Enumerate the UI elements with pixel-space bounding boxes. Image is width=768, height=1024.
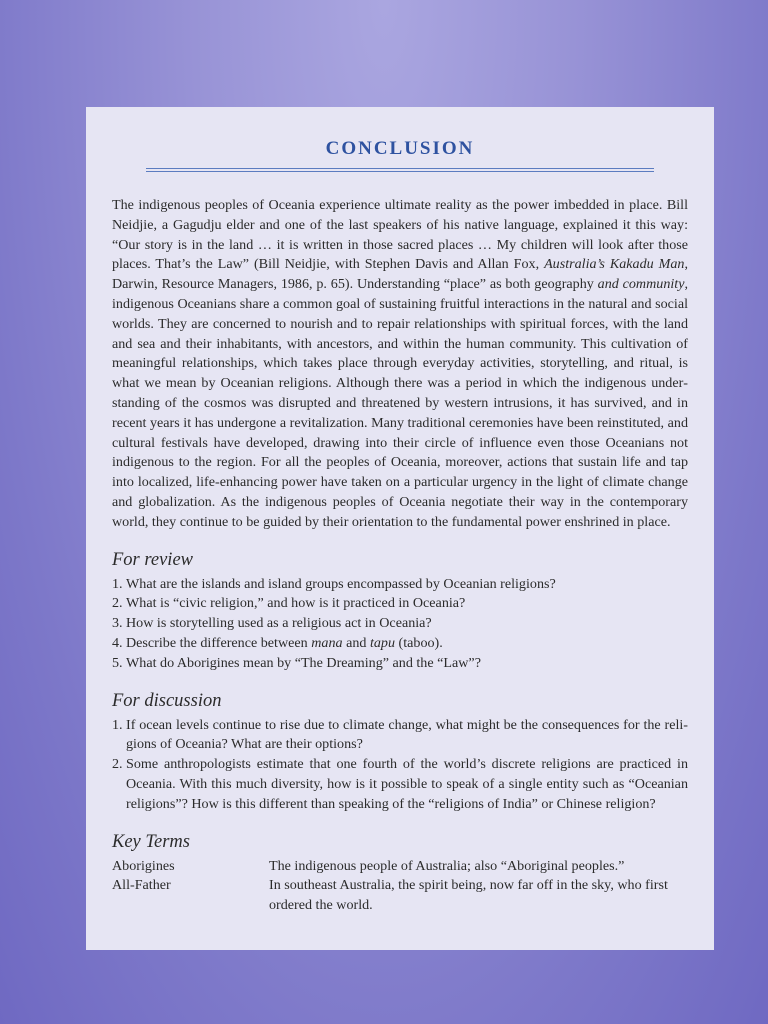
review-heading: For review — [112, 549, 194, 570]
paragraph-text-2: , Darwin, Resource Managers, 1986, p. 65). Understanding “place” as both geography — [112, 256, 688, 293]
definition: The indigenous people of Australia; also “Aboriginal peoples.” — [269, 857, 625, 874]
key-term-row — [112, 857, 688, 877]
review-item: 4. Describe the difference between mana and tapu (taboo). — [112, 634, 443, 651]
discussion-item: 2. Some anthropologists estimate that one fourth of the world’s discrete religions are practiced in Oceania. With this much diversity, how is it possible to speak of a single entity such as “Oceanian religions”? How is this different than speaking of the “religions of India” or Chinese religion? — [112, 756, 688, 812]
key-terms-list — [112, 857, 688, 916]
paragraph-text-1: The indigenous peoples of Oceania experience ultimate reality as the power imbedded in place. Bill Neidjie, a Gagudju elder and one of the last speakers of his native language, explained it this way: “Our story is in the land … it is written in those sacred places … My children will look after those places. That’s the Law” (Bill Neidjie, with Stephen Davis and Allan Fox, — [112, 197, 688, 273]
key-term-row — [112, 876, 688, 916]
conclusion-paragraph — [112, 196, 688, 533]
key-terms-heading: Key Terms — [112, 831, 190, 852]
term: Aborigines — [112, 857, 175, 874]
emphasis-text: and community — [597, 276, 685, 293]
review-item: 2. What is “civic religion,” and how is it practiced in Oceania? — [112, 595, 466, 612]
review-list — [112, 575, 688, 674]
review-item: 3. How is storytelling used as a religious act in Oceania? — [112, 615, 432, 632]
review-item: 5. What do Aborigines mean by “The Dreaming” and the “Law”? — [112, 654, 481, 671]
term: All-Father — [112, 877, 171, 894]
definition: In southeast Australia, the spirit being, now far off in the sky, who first ordered the world. — [269, 877, 668, 914]
discussion-list — [112, 716, 688, 815]
discussion-heading: For discussion — [112, 690, 222, 711]
paragraph-text-3: , indigenous Oceanians share a common goal of sustaining fruitful interactions in the natural and social worlds. They are concerned to nourish and to repair relationships with spiritual forces, with the land and sea and their inhabitants, with ancestors, and within the human community. This cultivation of meaningful relationships, which takes place through everyday activities, storytelling, and ritual, is what we mean by Oceanian religions. Although there was a period in which the indigenous understanding of the cosmos was disrupted and threatened by western intrusions, it has survived, and in recent years it has undergone a revitalization. Many traditional ceremonies have been reinstituted, and cultural festivals have developed, drawing into their circle of influence even those Oceanians not indigenous to the region. For all the peoples of Oceania, moreover, actions that sustain life and tap into localized, life-enhancing power have taken on a particular urgency in the light of climate change and globalization. As the indigenous peoples of Oceania negotiate their way in the contemporary world, they continue to be guided by their orientation to the fundamental power enshrined in place. — [112, 276, 688, 530]
review-item: 1. What are the islands and island groups encompassed by Oceanian religions? — [112, 575, 556, 592]
title-divider — [146, 168, 654, 172]
discussion-item: 1. If ocean levels continue to rise due to climate change, what might be the consequences for the religions of Oceania? What are their options? — [112, 716, 688, 753]
book-title: Australia’s Kakadu Man — [544, 256, 685, 273]
page-title: CONCLUSION — [325, 138, 475, 159]
document-page — [86, 107, 714, 950]
